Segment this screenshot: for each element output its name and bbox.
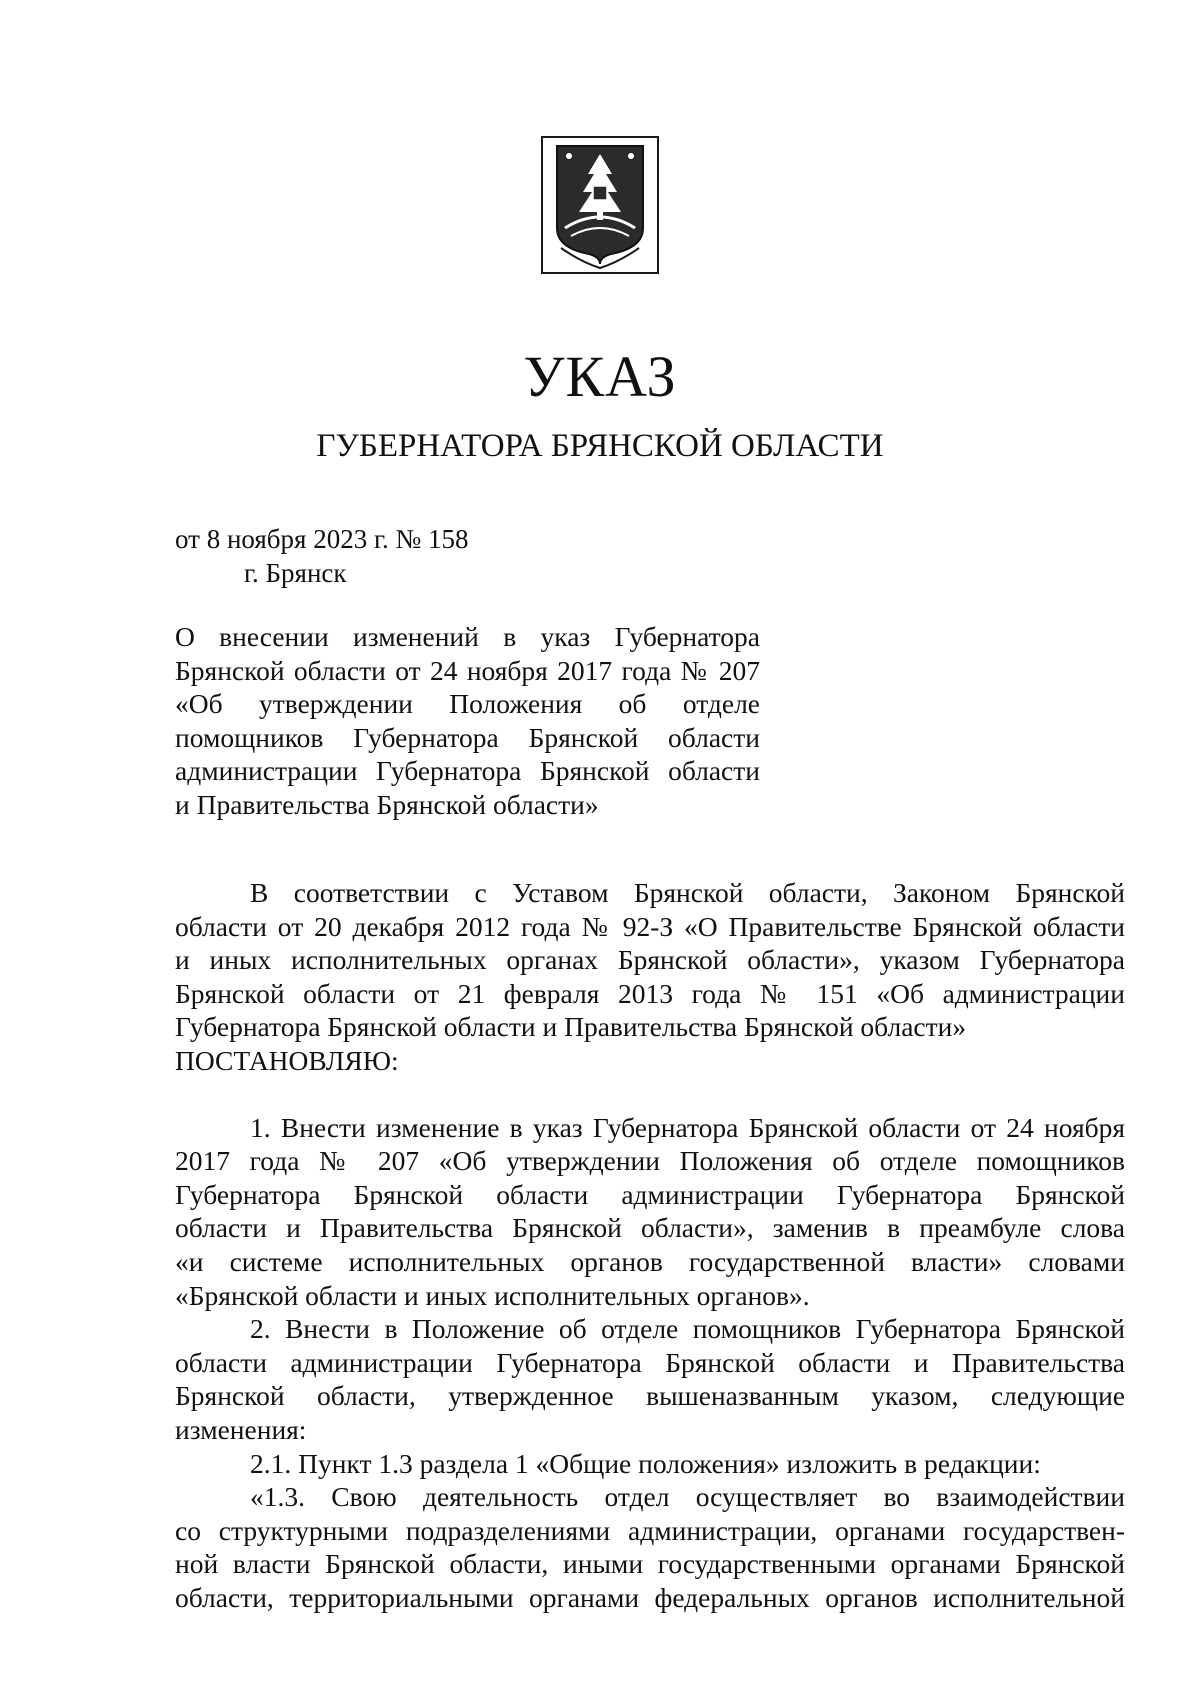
heading-line: О внесении изменений в указ Губернатора [175,621,760,652]
paragraph-line: и иных исполнительных органах Брянской области», указом Губернатора [175,944,1125,976]
document-date-number: от 8 ноября 2023 г. № 158 [175,524,469,554]
heading-line: и Правительства Брянской области» [175,788,599,820]
document-heading [175,620,760,821]
item-2-line: 2. Внести в Положение об отделе помощников Губернатора Брянской [250,1313,1125,1345]
heading-line: администрации Губернатора Брянской области [175,755,760,786]
item-1-line: 2017 года № 207 «Об утверждении Положения об отделе помощников [175,1145,1125,1177]
item-2-line: изменения: [175,1413,307,1445]
item-1-line: 1. Внести изменение в указ Губернатора Брянской области от 24 ноября [250,1111,1125,1143]
paragraph-line: области от 20 декабря 2012 года № 92-З «О Правительстве Брянской области [175,910,1125,942]
item-1-line: «Брянской области и иных исполнительных органов». [175,1279,810,1311]
item-1-3-line: области, территориальными органами федеральных органов исполнительной [175,1581,1125,1613]
item-1-3-line: ной власти Брянской области, иными государственными органами Брянской [175,1548,1125,1580]
item-2-1-line: 2.1. Пункт 1.3 раздела 1 «Общие положения» изложить в редакции: [250,1447,1041,1479]
document-subtitle: ГУБЕРНАТОРА БРЯНСКОЙ ОБЛАСТИ [316,428,884,464]
coat-of-arms-emblem [541,136,659,274]
paragraph-line: Губернатора Брянской области и Правительства Брянской области» [175,1011,967,1043]
document-city: г. Брянск [244,558,347,588]
decree-word: ПОСТАНОВЛЯЮ: [175,1044,399,1076]
spacer [175,1078,1125,1111]
heading-line: помощников Губернатора Брянской области [175,721,760,753]
item-1-line: «и системе исполнительных органов государственной власти» словами [175,1245,1125,1277]
heading-line: Брянской области от 24 ноября 2017 года № 207 [175,654,760,686]
item-2-line: Брянской области, утвержденное вышеназванным указом, следующие [175,1380,1125,1412]
document-body [175,876,1125,1614]
item-1-3-line: «1.3. Свою деятельность отдел осуществляет во взаимодействии [250,1481,1125,1513]
paragraph-line: Брянской области от 21 февраля 2013 года № 151 «Об администрации [175,977,1125,1009]
heading-line: «Об утверждении Положения об отделе [175,688,760,719]
item-1-line: Губернатора Брянской области администрации Губернатора Брянской [175,1178,1125,1210]
document-title: УКАЗ [523,344,677,409]
item-1-3-line: со структурными подразделениями администрации, органами государствен- [175,1514,1125,1546]
paragraph-line: В соответствии с Уставом Брянской области, Законом Брянской [250,877,1125,908]
item-1-line: области и Правительства Брянской области», заменив в преамбуле слова [175,1212,1125,1244]
item-2-line: области администрации Губернатора Брянской области и Правительства [175,1346,1125,1378]
